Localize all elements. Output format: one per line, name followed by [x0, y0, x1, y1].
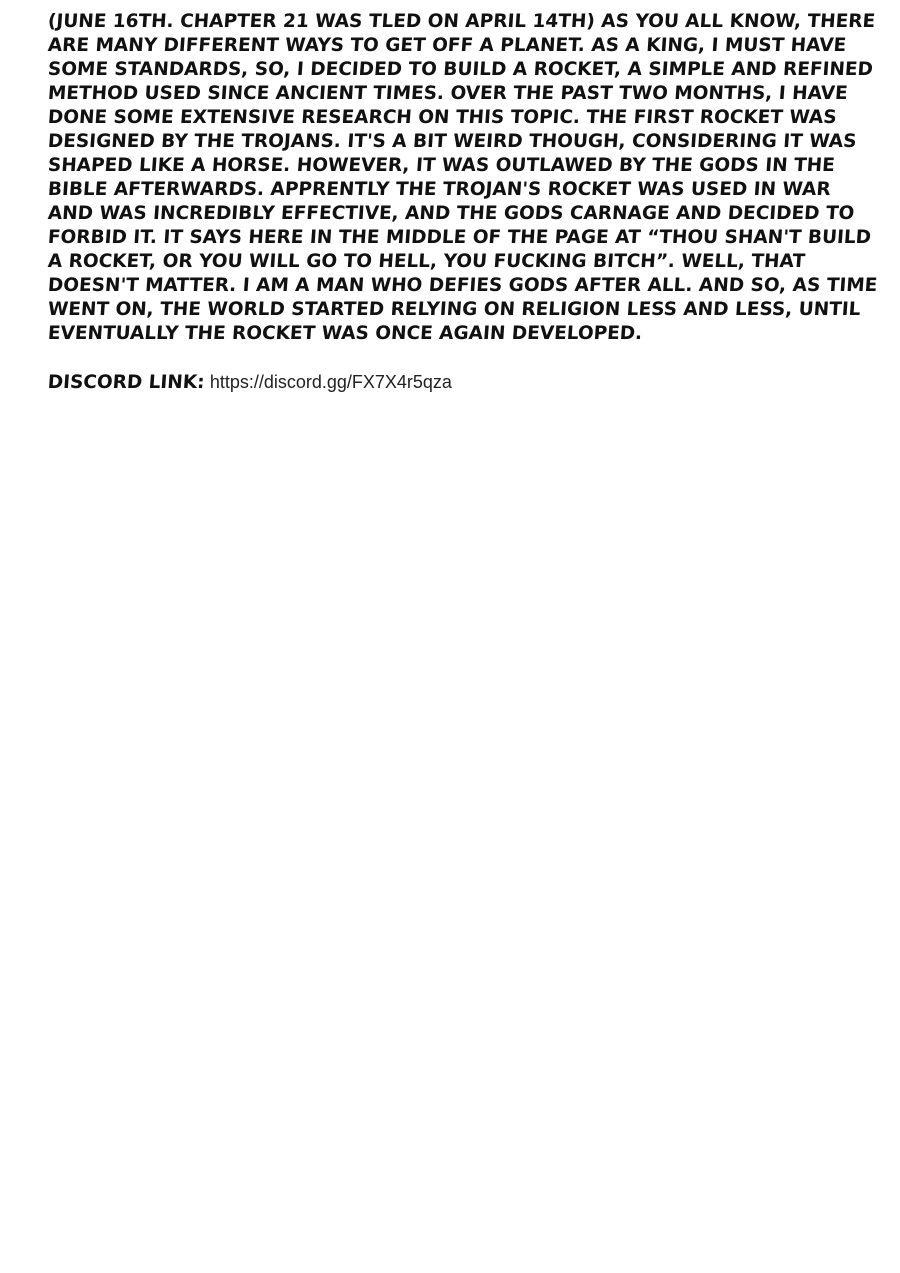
discord-link[interactable]: https://discord.gg/FX7X4r5qza	[209, 372, 452, 392]
translator-note	[47, 10, 879, 346]
note-line: ARE MANY DIFFERENT WAYS TO GET OFF A PLANET. AS A KING, I MUST HAVE	[47, 35, 847, 56]
note-line: EVENTUALLY THE ROCKET WAS ONCE AGAIN DEVELOPED.	[47, 323, 643, 344]
note-line: AND WAS INCREDIBLY EFFECTIVE, AND THE GODS CARNAGE AND DECIDED TO	[47, 203, 856, 224]
note-line: DOESN'T MATTER. I AM A MAN WHO DEFIES GODS AFTER ALL. AND SO, AS TIME	[47, 275, 879, 296]
note-line: (JUNE 16TH. CHAPTER 21 WAS TLED ON APRIL 14TH) AS YOU ALL KNOW, THERE	[47, 11, 876, 32]
note-line: FORBID IT. IT SAYS HERE IN THE MIDDLE OF THE PAGE AT “THOU SHAN'T BUILD	[47, 227, 872, 248]
note-line: BIBLE AFTERWARDS. APPRENTLY THE TROJAN'S ROCKET WAS USED IN WAR	[47, 179, 832, 200]
discord-label: DISCORD LINK:	[47, 372, 206, 393]
note-line: WENT ON, THE WORLD STARTED RELYING ON RELIGION LESS AND LESS, UNTIL	[47, 299, 862, 320]
note-line: DESIGNED BY THE TROJANS. IT'S A BIT WEIRD THOUGH, CONSIDERING IT WAS	[47, 131, 858, 152]
note-line: DONE SOME EXTENSIVE RESEARCH ON THIS TOPIC. THE FIRST ROCKET WAS	[47, 107, 838, 128]
note-line: SOME STANDARDS, SO, I DECIDED TO BUILD A ROCKET, A SIMPLE AND REFINED	[47, 59, 874, 80]
note-line: METHOD USED SINCE ANCIENT TIMES. OVER THE PAST TWO MONTHS, I HAVE	[47, 83, 849, 104]
discord-row	[47, 372, 452, 396]
note-line: SHAPED LIKE A HORSE. HOWEVER, IT WAS OUTLAWED BY THE GODS IN THE	[47, 155, 836, 176]
note-line: A ROCKET, OR YOU WILL GO TO HELL, YOU FUCKING BITCH”. WELL, THAT	[47, 251, 806, 272]
